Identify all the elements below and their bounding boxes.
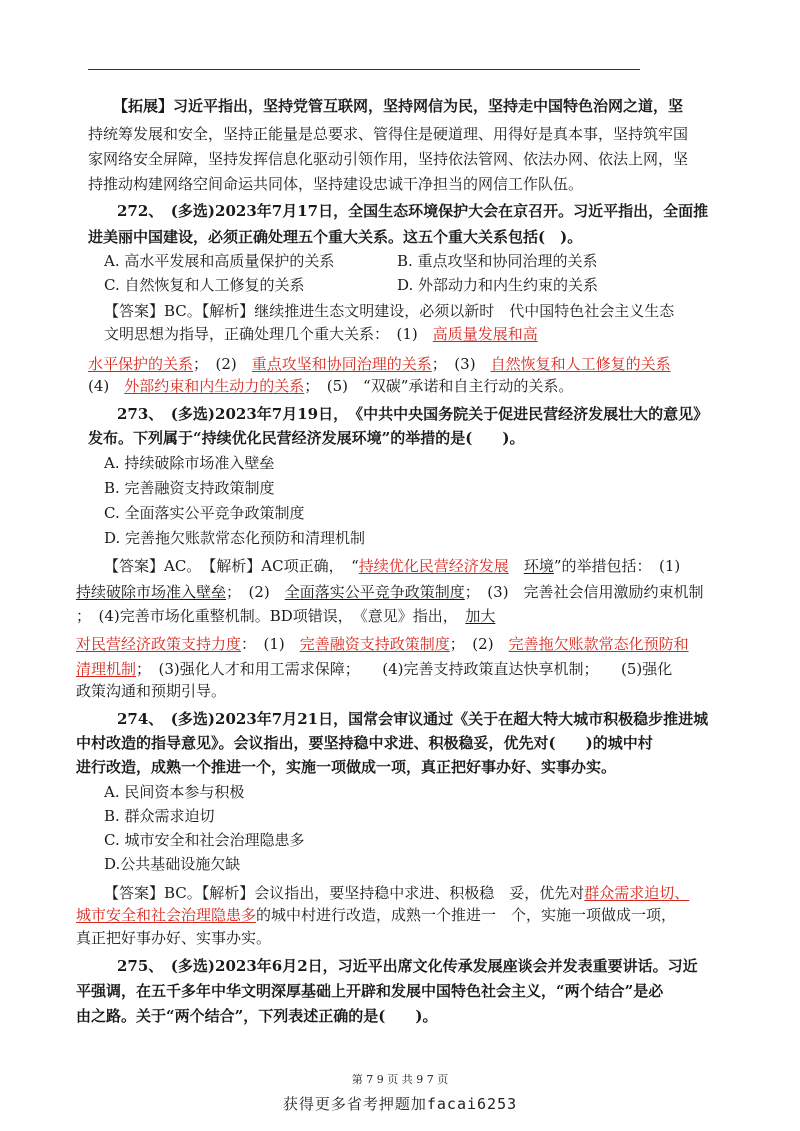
q273-answer-mid: ”的举措包括： (1) — [553, 557, 681, 575]
q275-stem-line-3: 由之路。关于“两个结合”，下列表述正确的是( )。 — [76, 1007, 438, 1025]
q273-option-d: D. 完善拖欠账款常态化预防和清理机制 — [104, 529, 366, 547]
q274-stem-line-3: 进行改造，成熟一个推进一个，实施一项做成一项，真正把好事办好、实事办实。 — [76, 758, 617, 776]
q273-highlight-financing: 完善融资支持政策制度 — [299, 635, 450, 653]
q273-stem-line-2: 发布。下列属于“持续优化民营经济发展环境”的举措的是( )。 — [88, 429, 525, 447]
q274-option-c: C. 城市安全和社会治理隐患多 — [104, 831, 305, 849]
q272-stem-line-1: 272、 (多选)2023年7月17日，全国生态环境保护大会在京召开。习近平指出，全面推 — [117, 202, 709, 220]
q273-stem-line-1: 273、 (多选)2023年7月19日， 《中共中央国务院关于促进民营经济发展壮大的意见》 — [117, 405, 709, 423]
page-footer: 第 7 9 页 共 9 7 页 — [351, 1073, 449, 1086]
q275-stem-line-2: 平强调，在五千多年中华文明深厚基础上开辟和发展中国特色社会主义，“两个结合”是必 — [76, 982, 664, 1000]
q273-answer-line-5 — [76, 659, 672, 679]
q272-sep-4: (4) — [88, 377, 110, 395]
q274-answer-line-1 — [104, 883, 689, 903]
q272-highlight-1a: 高质量发展和高 — [432, 325, 538, 343]
q273-sep-a: ： (1) — [241, 635, 285, 653]
q273-answer-prefix: 【答案】AC。 【解析】AC项正确， “ — [104, 557, 359, 575]
q273-highlight-cleanup: 清理机制 — [76, 660, 137, 678]
q273-highlight-title: 持续优化民营经济发展 — [358, 557, 509, 575]
q273-option-c: C. 全面落实公平竞争政策制度 — [104, 504, 305, 522]
q275-stem-line-1: 275、 (多选)2023年6月2日，习近平出席文化传承发展座谈会并发表重要讲话。习近 — [117, 957, 698, 975]
q274-highlight-1: 群众需求迫切、 — [584, 884, 690, 902]
tuozhan-line-2: 持统筹发展和安全，坚持正能量是总要求、管得住是硬道理、用得好是真本事，坚持筑牢国 — [88, 125, 689, 143]
q274-option-b: B. 群众需求迫切 — [104, 807, 215, 825]
q273-highlight-policy: 对民营经济政策支持力度 — [76, 635, 242, 653]
q272-highlight-3: 自然恢复和人工修复的关系 — [490, 355, 671, 373]
q272-option-d: D. 外部动力和内生约束的关系 — [397, 276, 599, 294]
q273-items-rest: ； (3)强化人才和用工需求保障； (4)完善支持政策直达快享机制； (5)强化 — [136, 660, 673, 678]
q273-underline-jiada: 加大 — [465, 607, 496, 625]
q272-option-c: C. 自然恢复和人工修复的关系 — [104, 276, 305, 294]
q272-answer-line-4 — [88, 376, 573, 396]
tuozhan-line-1: 【拓展】习近平指出，坚持党管互联网，坚持网信为民，坚持走中国特色治网之道，坚 — [113, 97, 684, 115]
q274-highlight-2: 城市安全和社会治理隐患多 — [76, 906, 257, 924]
q273-item-4: ； (4)完善市场化重整机制。BD项错误， 《意见》指出， — [76, 607, 451, 625]
q273-answer-line-3 — [76, 606, 495, 626]
q273-option-a: A. 持续破除市场准入壁垒 — [104, 454, 275, 472]
header-rule — [88, 69, 640, 70]
q272-answer-line-2 — [104, 324, 538, 344]
q274-option-a: A. 民间资本参与积极 — [104, 783, 245, 801]
q274-answer-line-3: 真正把好事办好、实事办实。 — [76, 929, 272, 947]
q274-answer-mid: 的城中村进行改造，成熟一个推进一 个，实施一项做成一项， — [256, 906, 677, 924]
q273-option-b: B. 完善融资支持政策制度 — [104, 479, 275, 497]
q274-answer-prefix: 【答案】BC。【解析】会议指出，要坚持稳中求进、积极稳 妥，优先对 — [104, 884, 585, 902]
promo-text: 获得更多省考押题加facai6253 — [282, 1095, 518, 1113]
q273-answer-line-1 — [104, 556, 680, 576]
q273-answer-line-6: 政策沟通和预期引导。 — [76, 682, 227, 700]
q273-underline-1: 持续破除市场准入壁垒 — [76, 583, 227, 601]
q272-answer-line-1: 【答案】BC。【解析】继续推进生态文明建设，必须以新时 代中国特色社会主义生态 — [104, 302, 675, 320]
q273-underline-env: 环境 — [523, 557, 554, 575]
q273-underline-2: 全面落实公平竞争政策制度 — [284, 583, 465, 601]
q272-tail: ； (5) “双碳”承诺和自主行动的关系。 — [304, 377, 574, 395]
tuozhan-line-4: 持推动构建网络空间命运共同体，坚持建设忠诚干净担当的网信工作队伍。 — [88, 175, 584, 193]
q272-highlight-2: 重点攻坚和协同治理的关系 — [251, 355, 432, 373]
q273-highlight-arrears: 完善拖欠账款常态化预防和 — [508, 635, 689, 653]
q272-answer-text: 文明思想为指导，正确处理几个重大关系： (1) — [104, 325, 418, 343]
q273-sep-2: ； (2) — [226, 583, 270, 601]
q272-option-a: A. 高水平发展和高质量保护的关系 — [104, 252, 335, 270]
q272-answer-line-3 — [88, 354, 671, 374]
q274-stem-line-1: 274、 (多选)2023年7月21日，国常会审议通过《关于在超大特大城市积极稳步推进城 — [117, 710, 709, 728]
q272-highlight-1b: 水平保护的关系 — [88, 355, 194, 373]
q272-option-b: B. 重点攻坚和协同治理的关系 — [397, 252, 598, 270]
q272-sep-2: ； (2) — [193, 355, 237, 373]
q274-answer-line-2 — [76, 905, 676, 925]
q274-stem-line-2: 中村改造的指导意见》。会议指出，要坚持稳中求进、积极稳妥，优先对( )的城中村 — [76, 734, 653, 752]
q274-option-d: D.公共基础设施欠缺 — [104, 855, 241, 873]
q273-answer-line-4 — [76, 634, 689, 654]
q272-stem-line-2: 进美丽中国建设，必须正确处理五个重大关系。这五个重大关系包括( )。 — [88, 228, 583, 246]
tuozhan-line-3: 家网络安全屏障，坚持发挥信息化驱动引领作用，坚持依法管网、依法办网、依法上网，坚 — [88, 150, 689, 168]
q272-sep-3: ； (3) — [431, 355, 476, 373]
q273-sep-b: ； (2) — [449, 635, 494, 653]
q273-item-3: ； (3) 完善社会信用激励约束机制 — [464, 583, 704, 601]
q273-answer-line-2 — [76, 582, 704, 602]
q272-highlight-4: 外部约束和内生动力的关系 — [124, 377, 305, 395]
